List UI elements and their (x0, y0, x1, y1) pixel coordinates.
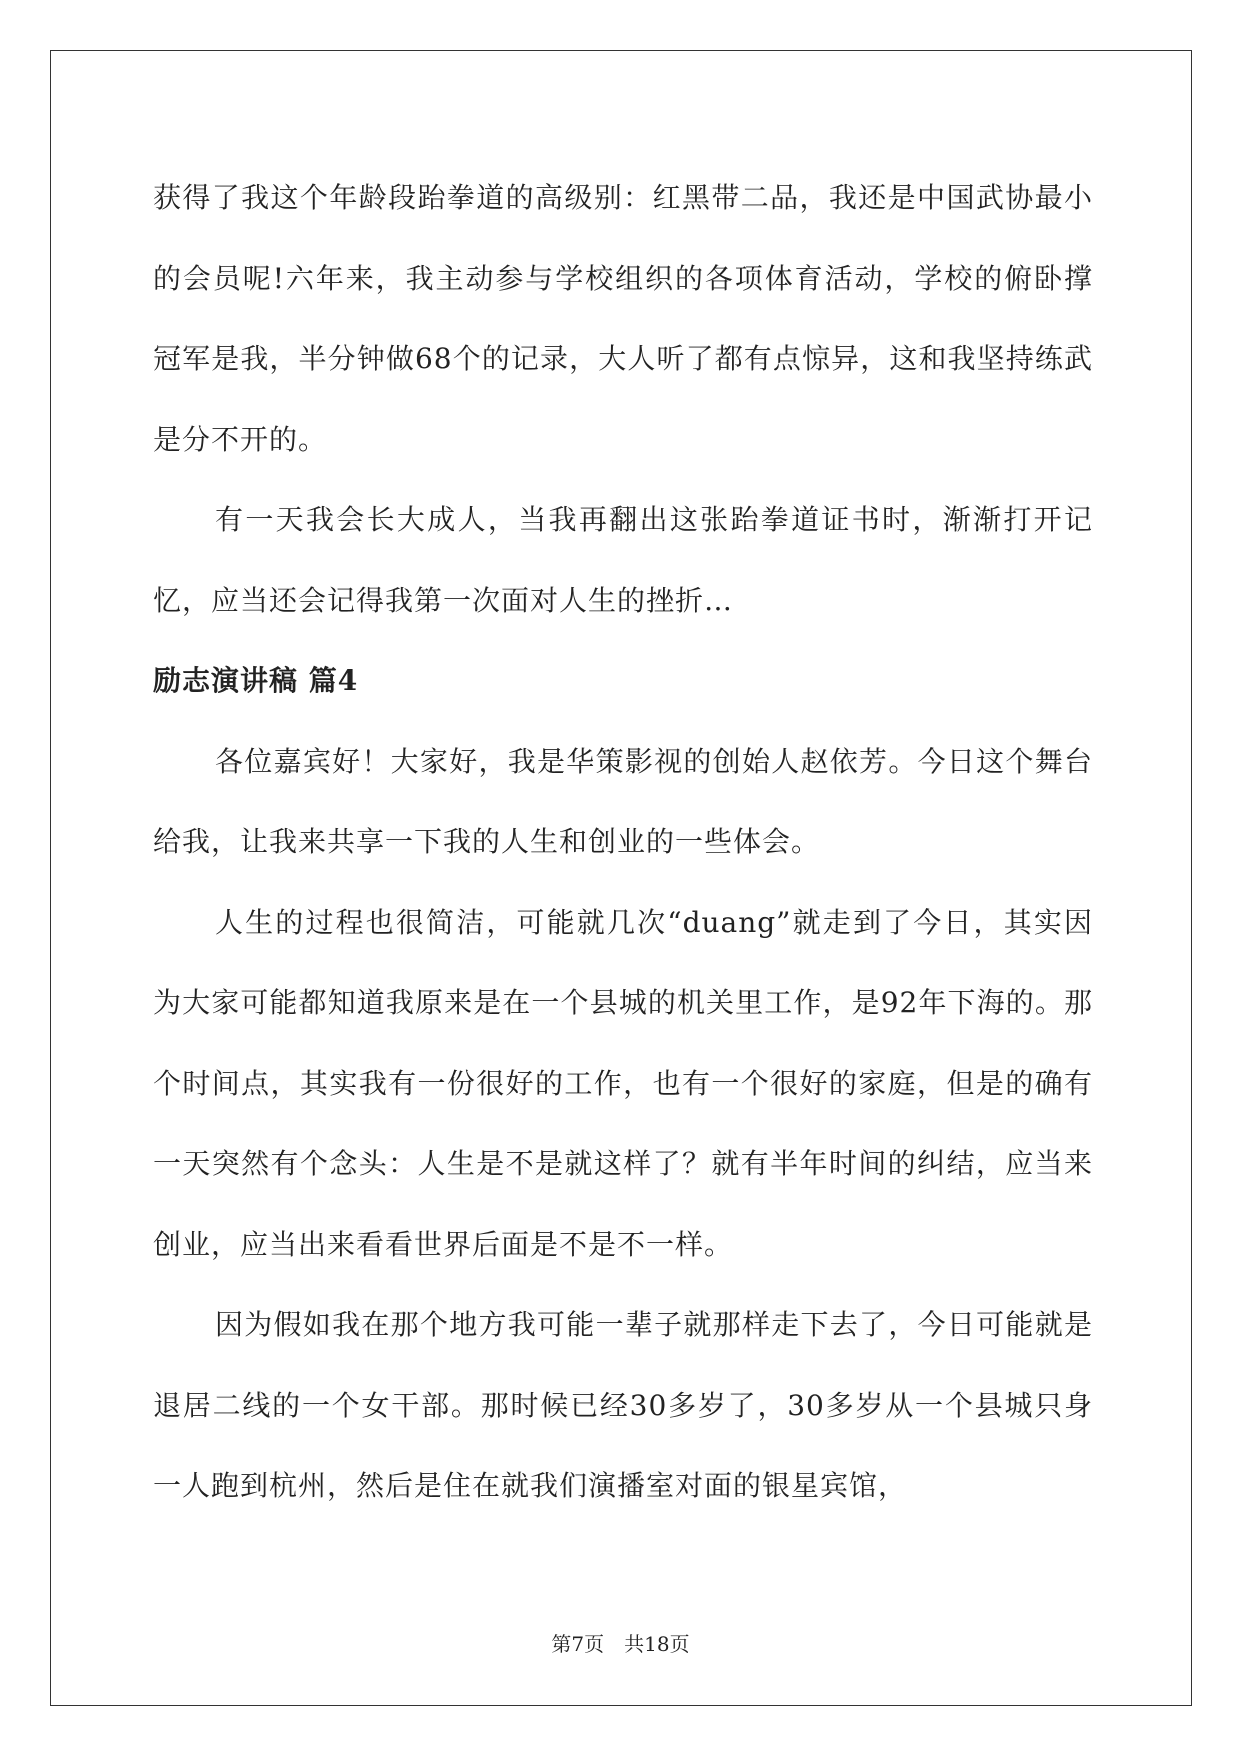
paragraph-2: 有一天我会长大成人，当我再翻出这张跆拳道证书时，渐渐打开记忆，应当还会记得我第一次面对人生的挫折… (153, 503, 1093, 617)
paragraph-4: 人生的过程也很简洁，可能就几次“duang”就走到了今日，其实因为大家可能都知道我原来是在一个县城的机关里工作，是92年下海的。那个时间点，其实我有一份很好的工作，也有一个很好的家庭，但是的确有一天突然有个念头：人生是不是就这样了？就有半年时间的纠结，应当来创业，应当出来看看世界后面是不是不一样。 (153, 905, 1093, 1261)
paragraph-1: 获得了我这个年龄段跆拳道的高级别：红黑带二品，我还是中国武协最小的会员呢!六年来，我主动参与学校组织的各项体育活动，学校的俯卧撑冠军是我，半分钟做68个的记录，大人听了都有点惊异，这和我坚持练武是分不开的。 (153, 181, 1093, 456)
section-heading: 励志演讲稿 篇4 (153, 664, 359, 697)
page-number-footer: 第7页 共18页 (551, 1632, 690, 1656)
document-body (153, 158, 1093, 1578)
paragraph-5: 因为假如我在那个地方我可能一辈子就那样走下去了，今日可能就是退居二线的一个女干部。那时候已经30多岁了，30多岁从一个县城只身一人跑到杭州，然后是住在就我们演播室对面的银星宾馆， (153, 1308, 1093, 1502)
paragraph-3: 各位嘉宾好！大家好，我是华策影视的创始人赵依芳。今日这个舞台给我，让我来共享一下我的人生和创业的一些体会。 (153, 744, 1093, 858)
